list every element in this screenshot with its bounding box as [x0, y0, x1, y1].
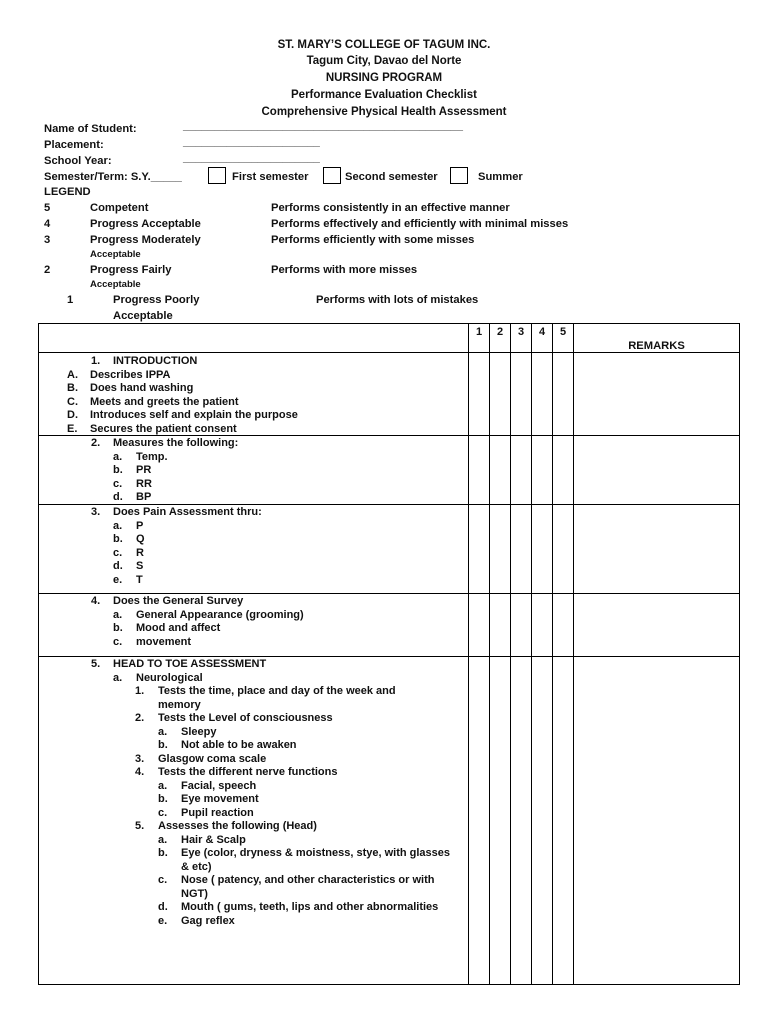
remarks-cell[interactable]	[574, 657, 740, 985]
remarks-header-label: REMARKS	[628, 340, 685, 352]
remarks-header	[574, 324, 740, 353]
legend-rating: Progress Acceptable	[90, 218, 201, 230]
list-item: a. Neurological	[113, 671, 203, 684]
list-item: memory	[158, 698, 201, 711]
score-cell[interactable]	[511, 353, 532, 436]
table-row	[39, 594, 740, 657]
score-cell[interactable]	[469, 594, 490, 657]
list-item: b. Not able to be awaken	[158, 739, 297, 751]
form-subtitle: Comprehensive Physical Health Assessment	[261, 106, 507, 118]
list-item: b. PR	[113, 464, 152, 476]
score-cell[interactable]	[553, 353, 574, 436]
summer-label: Summer	[478, 171, 523, 183]
first-semester-checkbox[interactable]	[208, 167, 226, 184]
remarks-cell[interactable]	[574, 353, 740, 436]
score-cell[interactable]	[511, 436, 532, 505]
legend-rating-sub: Acceptable	[90, 249, 141, 260]
score-cell[interactable]	[490, 353, 511, 436]
legend-rating: Progress Poorly	[113, 294, 200, 306]
score-4-header: 4	[532, 324, 553, 353]
score-cell[interactable]	[532, 353, 553, 436]
section-title: Does the General Survey	[113, 595, 244, 607]
table-header-row	[39, 324, 740, 353]
list-item: & etc)	[181, 860, 212, 873]
list-item: c. Nose ( patency, and other characteristics or with	[158, 874, 435, 886]
evaluation-table	[38, 323, 740, 985]
section-head-to-toe: 5. HEAD TO TOE ASSESSMENT a. Neurological 1. Tests the time, place and day of the week and memory 2. Tests the Level of consciousness a. Sleepy b. Not able to be awaken 3. Glasgow coma scale 4. Tests the different nerve functions a. Facial, speech b. Eye movement c. Pupil reaction 5. Assesses the following (Head) a. Hair & Scalp b. Eye (color, dryness & moistness, stye, with glasses & etc) c. Nose ( patency, and other characteristics or with NGT) d. Mouth ( gums, teeth, lips and other abnormalities e. Gag reflex	[39, 657, 469, 985]
list-item: 5. Assesses the following (Head)	[135, 820, 317, 832]
list-item: 2. Tests the Level of consciousness	[135, 712, 333, 724]
first-semester-label: First semester	[232, 171, 309, 183]
list-item: b. Eye movement	[158, 793, 259, 805]
semester-label: Semester/Term: S.Y._____	[44, 171, 182, 183]
legend-score: 4	[44, 218, 51, 230]
list-item: b. Eye (color, dryness & moistness, stye, with glasses	[158, 847, 451, 859]
score-cell[interactable]	[553, 505, 574, 594]
legend-score: 3	[44, 234, 51, 246]
score-cell[interactable]	[469, 657, 490, 985]
list-item: 4. Tests the different nerve functions	[135, 766, 338, 778]
section-title: Does Pain Assessment thru:	[113, 506, 262, 518]
score-cell[interactable]	[511, 505, 532, 594]
legend-description: Performs consistently in an effective manner	[271, 202, 510, 214]
legend-rating-sub: Acceptable	[90, 279, 141, 290]
section-title: HEAD TO TOE ASSESSMENT	[113, 658, 267, 670]
name-field[interactable]: _____________________________________________	[183, 120, 463, 132]
score-cell[interactable]	[511, 657, 532, 985]
legend-rating: Progress Moderately	[90, 234, 201, 246]
section-general-survey: 4. Does the General Survey a. General Appearance (grooming) b. Mood and affect c. movement	[39, 594, 469, 657]
list-item: E. Secures the patient consent	[67, 422, 237, 435]
list-item: NGT)	[181, 887, 208, 900]
score-cell[interactable]	[553, 436, 574, 505]
institution-location: Tagum City, Davao del Norte	[306, 55, 462, 67]
score-cell[interactable]	[532, 436, 553, 505]
summer-checkbox[interactable]	[450, 167, 468, 184]
legend-title: LEGEND	[44, 186, 91, 198]
score-3-header: 3	[511, 324, 532, 353]
table-row	[39, 657, 740, 985]
list-item: 3. Glasgow coma scale	[135, 752, 267, 765]
score-cell[interactable]	[511, 594, 532, 657]
score-cell[interactable]	[490, 594, 511, 657]
placement-field[interactable]: ______________________	[183, 136, 320, 148]
table-row	[39, 436, 740, 505]
list-item: c. movement	[113, 635, 192, 648]
score-cell[interactable]	[490, 657, 511, 985]
list-item: A. Describes IPPA	[67, 368, 171, 381]
section-title: Measures the following:	[113, 437, 239, 449]
score-2-header: 2	[490, 324, 511, 353]
table-row	[39, 505, 740, 594]
score-cell[interactable]	[532, 505, 553, 594]
list-item: a. Sleepy	[158, 725, 217, 738]
section-introduction: 1. INTRODUCTION A. Describes IPPA B. Does hand washing C. Meets and greets the patient D. Introduces self and explain the purpose E. Secures the patient consent	[39, 353, 469, 436]
name-label: Name of Student:	[44, 123, 137, 135]
list-item: D. Introduces self and explain the purpose	[67, 409, 298, 421]
legend-rating: Competent	[90, 202, 149, 214]
score-1-header: 1	[469, 324, 490, 353]
second-semester-label: Second semester	[345, 171, 438, 183]
list-item: B. Does hand washing	[67, 382, 194, 394]
list-item: c. R	[113, 546, 144, 559]
list-item: 1. Tests the time, place and day of the week and	[135, 685, 396, 697]
score-cell[interactable]	[469, 353, 490, 436]
legend-score: 2	[44, 264, 51, 276]
list-item: d. S	[113, 560, 144, 572]
score-cell[interactable]	[532, 594, 553, 657]
list-item: a. Facial, speech	[158, 779, 257, 792]
list-item: b. Q	[113, 533, 145, 545]
legend-score: 5	[44, 202, 51, 214]
score-cell[interactable]	[553, 657, 574, 985]
legend-description: Performs with more misses	[271, 264, 418, 276]
list-item: a. P	[113, 519, 144, 532]
score-cell[interactable]	[490, 505, 511, 594]
section-title: INTRODUCTION	[113, 355, 198, 367]
school-year-label: School Year:	[44, 155, 112, 167]
score-cell[interactable]	[553, 594, 574, 657]
section-measures: 2. Measures the following: a. Temp. b. PR c. RR d. BP	[39, 436, 469, 505]
section-pain-assessment: 3. Does Pain Assessment thru: a. P b. Q c. R d. S e. T	[39, 505, 469, 594]
remarks-cell[interactable]	[574, 436, 740, 505]
list-item: e. Gag reflex	[158, 914, 235, 927]
legend-description: Performs effectively and efficiently with minimal misses	[271, 218, 569, 230]
second-semester-checkbox[interactable]	[323, 167, 341, 184]
legend-description: Performs efficiently with some misses	[271, 234, 475, 246]
list-item: d. BP	[113, 491, 152, 503]
form-title: Performance Evaluation Checklist	[291, 89, 477, 101]
list-item: b. Mood and affect	[113, 622, 221, 634]
institution-name: ST. MARY’S COLLEGE OF TAGUM INC.	[277, 39, 491, 51]
list-item: C. Meets and greets the patient	[67, 395, 239, 408]
remarks-cell[interactable]	[574, 594, 740, 657]
remarks-cell[interactable]	[574, 505, 740, 594]
legend-description: Performs with lots of mistakes	[316, 294, 479, 306]
list-item: e. T	[113, 573, 143, 586]
score-5-header: 5	[553, 324, 574, 353]
legend-rating-sub: Acceptable	[113, 310, 173, 322]
program-name: NURSING PROGRAM	[325, 72, 443, 84]
legend-rating: Progress Fairly	[90, 264, 172, 276]
task-header-cell	[39, 324, 469, 353]
score-cell[interactable]	[490, 436, 511, 505]
legend-score: 1	[67, 294, 74, 306]
placement-label: Placement:	[44, 139, 104, 151]
list-item: a. Hair & Scalp	[158, 833, 246, 846]
list-item: a. General Appearance (grooming)	[113, 608, 304, 621]
score-cell[interactable]	[469, 436, 490, 505]
school-year-field[interactable]: ______________________	[183, 152, 320, 164]
list-item: d. Mouth ( gums, teeth, lips and other abnormalities	[158, 901, 439, 913]
list-item: a. Temp.	[113, 450, 168, 463]
score-cell[interactable]	[532, 657, 553, 985]
list-item: c. RR	[113, 477, 152, 490]
score-cell[interactable]	[469, 505, 490, 594]
table-row	[39, 353, 740, 436]
list-item: c. Pupil reaction	[158, 806, 254, 819]
